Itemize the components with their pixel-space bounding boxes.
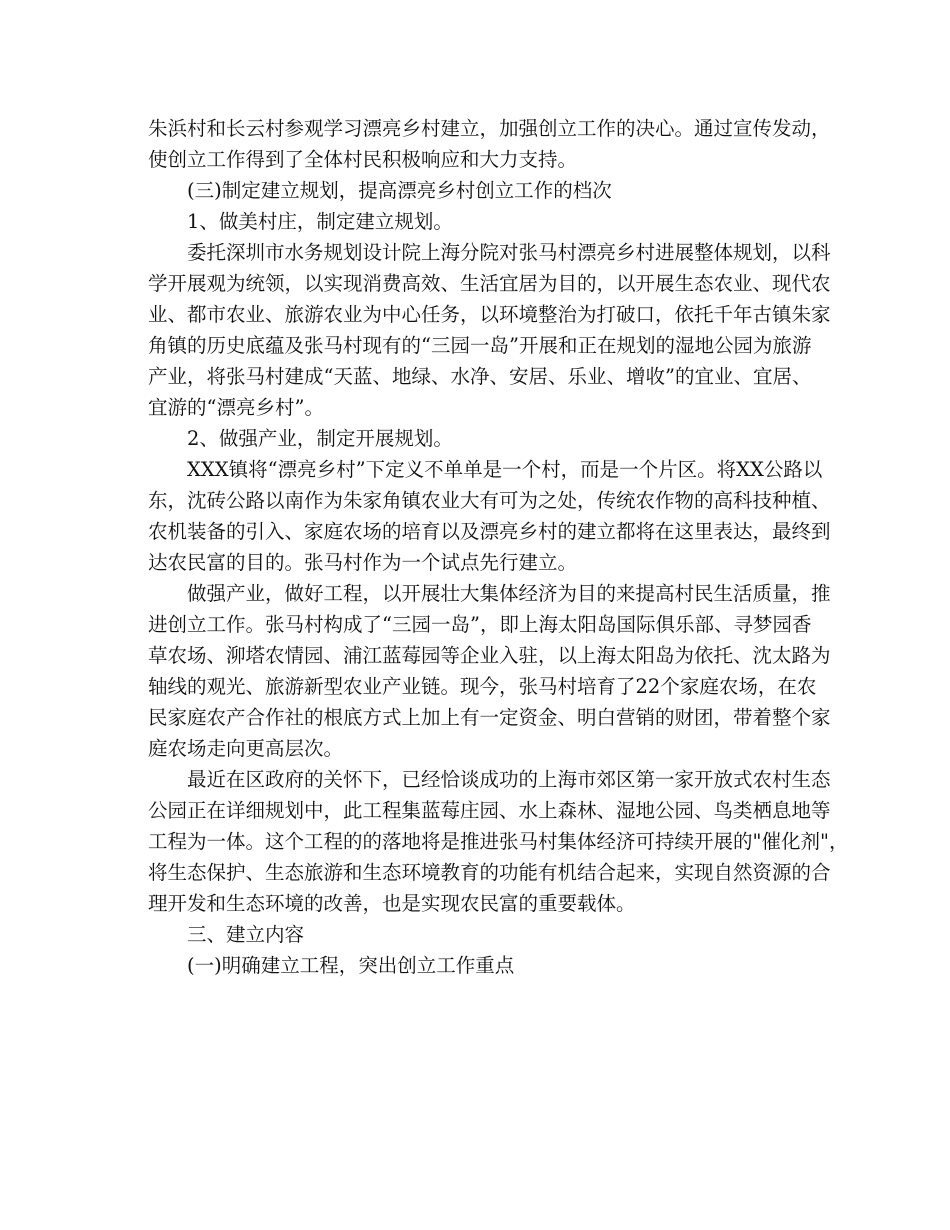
- paragraph-line: 达农民富的目的。张马村作为一个试点先行建立。: [148, 551, 578, 574]
- paragraph-line: 东，沈砖公路以南作为朱家角镇农业大有可为之处，传统农作物的高科技种植、: [148, 489, 831, 512]
- paragraph-line: 产业，将张马村建成“天蓝、地绿、水净、安居、乐业、增收”的宜业、宜居、: [148, 365, 812, 388]
- paragraph-line: XXX镇将“漂亮乡村”下定义不单单是一个村，而是一个片区。将XX公路以: [187, 458, 823, 481]
- subsection-heading: 2、做强产业，制定开展规划。: [187, 427, 453, 450]
- section-heading: (三)制定建立规划，提高漂亮乡村创立工作的档次: [187, 179, 612, 202]
- subsection-heading: 1、做美村庄，制定建立规划。: [187, 210, 453, 233]
- paragraph-line: 理开发和生态环境的改善，也是实现农民富的重要载体。: [148, 892, 636, 915]
- paragraph-line: 业、都市农业、旅游农业为中心任务，以环境整治为打破口，依托千年古镇朱家: [148, 303, 831, 326]
- paragraph-line: 学开展观为统领，以实现消费高效、生活宜居为目的，以开展生态农业、现代农: [148, 272, 831, 295]
- paragraph-line: 农机装备的引入、家庭农场的培育以及漂亮乡村的建立都将在这里表达，最终到: [148, 520, 831, 543]
- paragraph-line: 朱浜村和长云村参观学习漂亮乡村建立，加强创立工作的决心。通过宣传发动，: [148, 117, 831, 140]
- paragraph-line: 做强产业，做好工程，以开展壮大集体经济为目的来提高村民生活质量，推: [187, 582, 831, 605]
- paragraph-line: 将生态保护、生态旅游和生态环境教育的功能有机结合起来，实现自然资源的合: [148, 861, 831, 884]
- document-body: [148, 113, 849, 981]
- paragraph-line: 宜游的“漂亮乡村”。: [148, 396, 324, 419]
- section-heading: (一)明确建立工程，突出创立工作重点: [187, 954, 515, 977]
- paragraph-line: 草农场、泖塔农情园、浦江蓝莓园等企业入驻，以上海太阳岛为依托、沈太路为: [148, 644, 831, 667]
- paragraph-line: 最近在区政府的关怀下，已经恰谈成功的上海市郊区第一家开放式农村生态: [187, 768, 831, 791]
- paragraph-line: 工程为一体。这个工程的的落地将是推进张马村集体经济可持续开展的"催化剂"，: [148, 830, 849, 853]
- paragraph-line: 委托深圳市水务规划设计院上海分院对张马村漂亮乡村进展整体规划，以科: [187, 241, 831, 264]
- paragraph-line: 进创立工作。张马村构成了“三园一岛”，即上海太阳岛国际俱乐部、寻梦园香: [148, 613, 812, 636]
- paragraph-line: 角镇的历史底蕴及张马村现有的“三园一岛”开展和正在规划的湿地公园为旅游: [148, 334, 812, 357]
- paragraph-line: 民家庭农产合作社的根底方式上加上有一定资金、明白营销的财团，带着整个家: [148, 706, 831, 729]
- paragraph-line: 庭农场走向更高层次。: [148, 737, 344, 760]
- paragraph-line: 轴线的观光、旅游新型农业产业链。现今，张马村培育了22个家庭农场，在农: [148, 675, 817, 698]
- paragraph-line: 公园正在详细规划中，此工程集蓝莓庄园、水上森林、湿地公园、鸟类栖息地等: [148, 799, 831, 822]
- paragraph-line: 使创立工作得到了全体村民积极响应和大力支持。: [148, 148, 578, 171]
- section-heading: 三、建立内容: [187, 923, 305, 946]
